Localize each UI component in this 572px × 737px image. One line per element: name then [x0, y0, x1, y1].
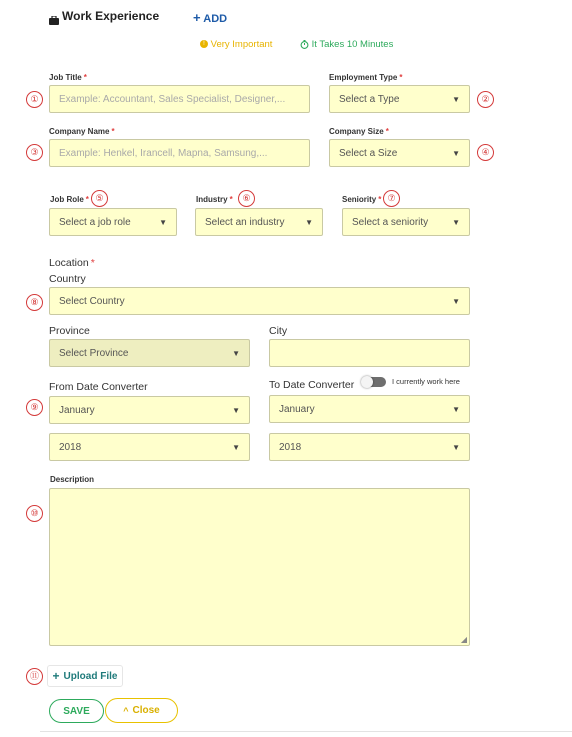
currently-work-label: I currently work here: [392, 377, 460, 386]
save-button[interactable]: SAVE: [49, 699, 104, 723]
marker-11: ⑪: [26, 668, 43, 685]
seniority-select[interactable]: Select a seniority ▼: [342, 208, 470, 236]
description-label: Description: [50, 475, 95, 484]
caret-down-icon: ▼: [452, 404, 460, 414]
briefcase-icon: [49, 12, 59, 30]
company-name-label: Company Name *: [49, 127, 115, 136]
caret-down-icon: ▼: [232, 348, 240, 358]
add-button[interactable]: [193, 10, 227, 25]
caret-down-icon: ▼: [159, 217, 167, 227]
caret-down-icon: ▼: [452, 442, 460, 452]
marker-7: ⑦: [383, 190, 400, 207]
description-textarea[interactable]: [49, 488, 470, 646]
from-date-label: From Date Converter: [49, 381, 148, 393]
company-size-label: Company Size *: [329, 127, 389, 136]
add-label: ADD: [203, 13, 228, 25]
job-title-label: Job Title *: [49, 73, 87, 82]
country-select[interactable]: Select Country ▼: [49, 287, 470, 315]
employment-type-label: Employment Type *: [329, 73, 403, 82]
to-year-select[interactable]: 2018 ▼: [269, 433, 470, 461]
country-label: Country: [49, 273, 86, 285]
city-input[interactable]: [269, 339, 470, 367]
close-button[interactable]: ^ Close: [105, 698, 178, 723]
marker-8: ⑧: [26, 294, 43, 311]
caret-down-icon: ▼: [305, 217, 313, 227]
marker-6: ⑥: [238, 190, 255, 207]
marker-3: ③: [26, 144, 43, 161]
from-year-select[interactable]: 2018 ▼: [49, 433, 250, 461]
bottom-divider: [40, 731, 572, 732]
seniority-label: Seniority *: [342, 195, 382, 204]
important-badge: [200, 39, 272, 50]
upload-file-button[interactable]: + Upload File: [47, 665, 123, 687]
from-month-select[interactable]: January ▼: [49, 396, 250, 424]
marker-2: ②: [477, 91, 494, 108]
province-label: Province: [49, 325, 90, 337]
industry-label: Industry *: [196, 195, 233, 204]
page-title: Work Experience: [62, 9, 160, 23]
job-role-select[interactable]: Select a job role ▼: [49, 208, 177, 236]
employment-type-select[interactable]: Select a Type ▼: [329, 85, 470, 113]
caret-down-icon: ▼: [452, 217, 460, 227]
job-role-label: Job Role *: [50, 195, 89, 204]
province-select[interactable]: Select Province ▼: [49, 339, 250, 367]
to-date-label: To Date Converter: [269, 379, 355, 391]
chevron-up-icon: ^: [123, 705, 129, 716]
marker-5: ⑤: [91, 190, 108, 207]
company-name-input[interactable]: Example: Henkel, Irancell, Mapna, Samsung,...: [49, 139, 310, 167]
caret-down-icon: ▼: [452, 94, 460, 104]
caret-down-icon: ▼: [452, 148, 460, 158]
toggle-knob: [361, 376, 373, 388]
currently-work-toggle[interactable]: [362, 377, 386, 387]
marker-1: ①: [26, 91, 43, 108]
plus-icon: +: [193, 10, 201, 25]
stopwatch-icon: [300, 39, 312, 50]
caret-down-icon: ▼: [452, 296, 460, 306]
city-label: City: [269, 325, 288, 337]
location-label: Location *: [49, 257, 95, 269]
time-badge: [300, 39, 393, 50]
plus-icon: +: [52, 669, 60, 683]
time-label: It Takes 10 Minutes: [311, 39, 394, 50]
to-month-select[interactable]: January ▼: [269, 395, 470, 423]
important-label: Very Important: [210, 39, 273, 50]
marker-10: ⑩: [26, 505, 43, 522]
job-title-input[interactable]: Example: Accountant, Sales Specialist, Designer,...: [49, 85, 310, 113]
resize-handle-icon[interactable]: ◢: [460, 635, 467, 644]
marker-9: ⑨: [26, 399, 43, 416]
company-size-select[interactable]: Select a Size ▼: [329, 139, 470, 167]
marker-4: ④: [477, 144, 494, 161]
caret-down-icon: ▼: [232, 405, 240, 415]
caret-down-icon: ▼: [232, 442, 240, 452]
industry-select[interactable]: Select an industry ▼: [195, 208, 323, 236]
info-icon: !: [200, 40, 208, 48]
